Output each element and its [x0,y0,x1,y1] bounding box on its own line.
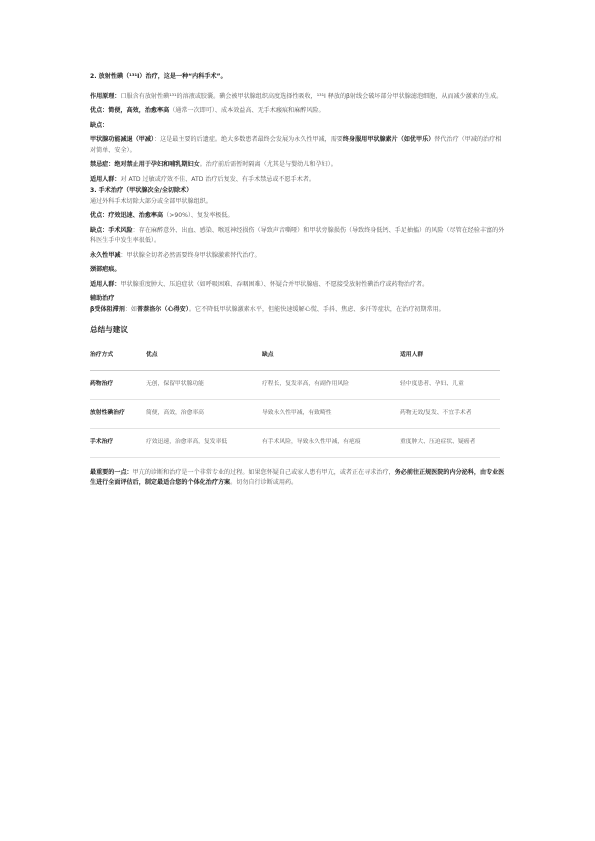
auxiliary-heading: 辅助治疗 [90,295,115,302]
label-contraindication: 禁忌症： [90,161,115,168]
surgery-risks-text: ：存在麻醉意外、出血、感染、喉返神经损伤（导致声音嘶哑）和甲状旁腺损伤（导致终身低钙、手足抽搐）的风险（尽管在经验丰富的外科医生手中发生率很低）。 [90,226,505,244]
table-cell: 导致永久性甲减，有致畸性 [262,399,400,428]
label-surgery-people: 适用人群： [90,280,121,288]
table-header: 缺点 [262,342,400,371]
beta-blocker-text: 。它不降低甲状腺激素水平，但能快速缓解心慌、手抖、焦虑、多汗等症状，在治疗初期常用。 [188,305,445,313]
document-body [90,72,505,489]
text-final-advice: 甲亢的诊断和治疗是一个非常专业的过程。如果您怀疑自己或家人患有甲亢，或者正在寻求治疗， [132,468,395,476]
text-mechanism: 口服含有放射性碘¹³¹的溶液或胶囊。碘会被甲状腺组织高度选择性吸收，¹³¹I 释放的β射线会破坏部分甲状腺滤泡细胞，从而减少激素的生成。 [120,92,503,100]
label-hypothyroidism: 甲状腺功能减退（甲减） [90,136,154,143]
disadvantages-heading: 缺点： [90,121,109,129]
table-cell: 轻中度患者、孕妇、儿童 [400,370,500,399]
section-heading-radioiodine: 2. 放射性碘（¹³¹I）治疗，这是一种“内科手术”。 [90,73,227,80]
text-suitable-people: 对 ATD 过敏或疗效不佳、ATD 治疗后复发、有手术禁忌或不愿手术者。 [120,175,316,183]
summary-title: 总结与建议 [90,325,128,334]
final-advice-tail: 。切勿自行诊断或用药。 [230,479,298,486]
paragraph-suitable-people [90,175,505,186]
surgery-risks-bold: 手术风险 [108,226,133,234]
section-heading-surgery: 3. 手术治疗（甲状腺次全/全切除术） [90,187,193,194]
beta-blocker-pre: ：如 [124,305,138,313]
table-cell: 重度肿大、压迫症状、疑癌者 [400,428,500,457]
table-cell: 疗程长，复发率高，有副作用风险 [262,370,400,399]
table-header: 优点 [146,342,262,371]
paragraph-final-advice [90,468,505,489]
table-cell: 疗效迅速，治愈率高，复发率低 [146,428,262,457]
contraindication-bold: 绝对禁止用于孕妇和哺乳期妇女 [114,161,200,168]
label-mechanism: 作用原理： [90,92,121,100]
paragraph-surgery-risks [90,226,505,247]
paragraph-beta-blocker [90,305,505,316]
paragraph-surgery-people [90,280,505,291]
table-cell: 有手术风险，导致永久性甲减，有疤痕 [262,428,400,457]
label-advantages: 优点： [90,107,109,114]
label-beta-blocker: β受体阻滞剂 [90,305,125,313]
table-header-row [90,342,500,371]
surgery-advantages-bold: 疗效迅速、治愈率高 [108,212,164,219]
paragraph-mechanism [90,92,505,103]
final-advice-bold: 务必前往正规医院的内分泌科，由专业医生进行全面评估后，制定最适合您的个体化治疗方案 [90,468,505,486]
paragraph-surgery-intro: 通过外科手术切除大部分或全部甲状腺组织。 [90,197,212,205]
hypothyroidism-tail: 替代治疗（甲减的治疗相对简单、安全）。 [90,136,502,154]
summary-table [90,342,500,458]
paragraph-permanent-hypothyroidism [90,251,505,262]
text-surgery-people: 甲状腺重度肿大、压迫症状（如呼吸困难、吞咽困难）、怀疑合并甲状腺癌、不愿接受放射性碘治疗或药物治疗者。 [120,280,429,288]
table-row [90,399,500,428]
paragraph-scar: 颈部疤痕。 [90,266,121,273]
label-suitable-people: 适用人群： [90,175,121,183]
paragraph-advantages [90,106,505,117]
advantages-bold: 简便，高效，治愈率高 [108,107,170,114]
advantages-text: （通常一次即可）、成本效益高、无手术瘢痕和麻醉风险。 [169,107,325,114]
beta-blocker-bold: 普萘洛尔（心得安） [137,305,189,313]
table-header: 治疗方式 [90,342,146,371]
table-row [90,370,500,399]
table-cell: 药物无效/复发、不宜手术者 [400,399,500,428]
text-hypothyroidism: ：这是最主要的后遗症。绝大多数患者最终会发展为永久性甲减，需要 [153,136,343,143]
table-row [90,428,500,457]
table-cell: 手术治疗 [90,428,146,457]
surgery-advantages-text: （>90%）、复发率极低。 [163,212,234,219]
paragraph-surgery-advantages [90,211,505,222]
label-surgery-disadvantages: 缺点： [90,226,109,234]
hypothyroidism-bold: 终身服用甲状腺素片（如优甲乐） [342,136,435,143]
label-final-advice: 最重要的一点： [90,468,133,476]
paragraph-contraindication [90,160,505,171]
contraindication-text: 。治疗前后需暂时隔离（尤其是与婴幼儿和孕妇）。 [199,161,337,168]
paragraph-hypothyroidism [90,135,505,156]
text-permanent-hypothyroidism: ：甲状腺全切者必然需要终身甲状腺激素替代治疗。 [120,251,261,259]
table-cell: 药物治疗 [90,370,146,399]
label-permanent-hypothyroidism: 永久性甲减 [90,251,121,259]
table-header: 适用人群 [400,342,500,371]
table-cell: 放射性碘治疗 [90,399,146,428]
table-cell: 无创，保留甲状腺功能 [146,370,262,399]
table-cell: 简便，高效，治愈率高 [146,399,262,428]
label-surgery-advantages: 优点： [90,212,109,219]
